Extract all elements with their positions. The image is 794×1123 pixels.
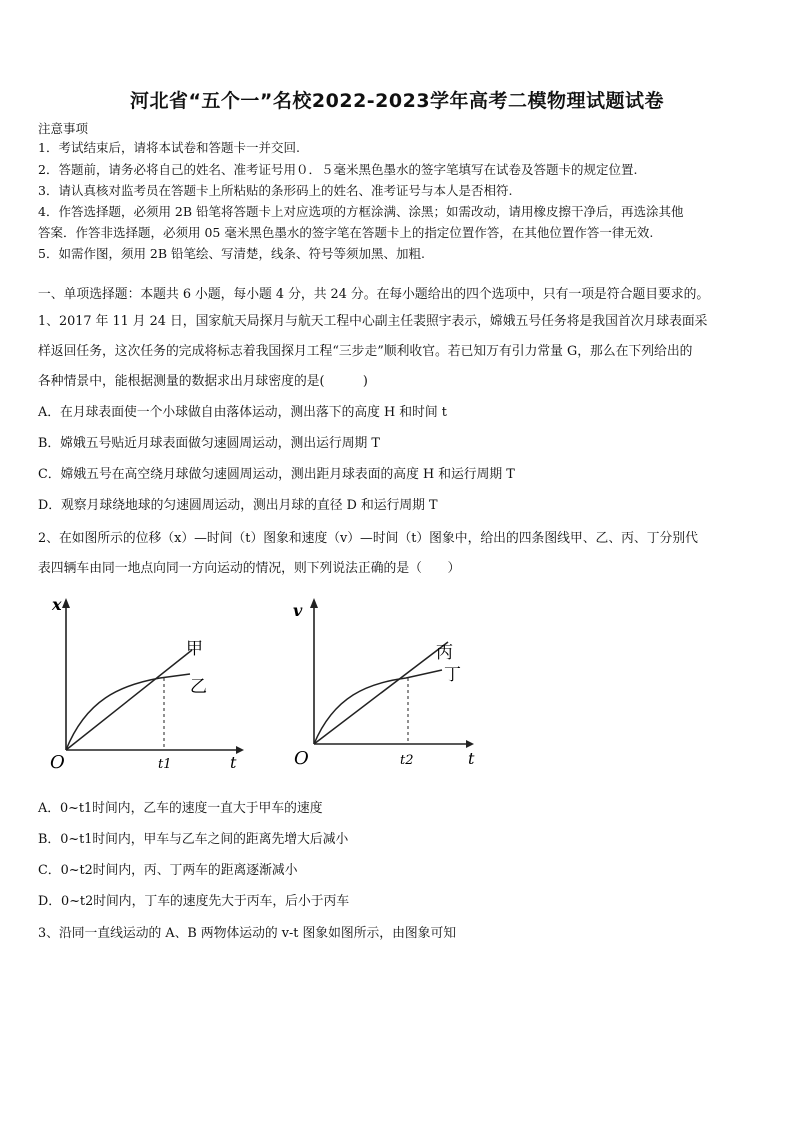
question-1-text: 样返回任务，这次任务的完成将标志着我国探月工程“三步走”顺利收官。若已知万有引力常量 G，那么在下列给出的: [38, 344, 693, 359]
question-1-option-c[interactable]: C．嫦娥五号在高空绕月球做匀速圆周运动，测出距月球表面的高度 H 和运行周期 T: [38, 467, 515, 482]
notice-item: 4．作答选择题，必须用 2B 铅笔将答题卡上对应选项的方框涂满、涂黑；如需改动，请用橡皮擦干净后，再选涂其他: [38, 204, 684, 219]
v-axis-arrow: [310, 598, 318, 608]
x-t-graph: [40, 592, 250, 777]
question-1-text: 1、2017 年 11 月 24 日，国家航天局探月与航天工程中心副主任裴照宇表示，嫦娥五号任务将是我国首次月球表面采: [38, 314, 708, 329]
t-axis-label: t: [468, 749, 475, 768]
v-axis-label: v: [293, 601, 303, 620]
origin-label: O: [50, 752, 65, 773]
t-axis-arrow: [236, 746, 244, 754]
notice-item: 5．如需作图，须用 2B 铅笔绘、写清楚，线条、符号等须加黑、加粗.: [38, 246, 426, 261]
t2-label: t2: [400, 753, 414, 768]
question-3-text: 3、沿同一直线运动的 A、B 两物体运动的 v-t 图象如图所示，由图象可知: [38, 926, 457, 941]
curve-ding: [314, 670, 442, 744]
t-axis-label: t: [230, 753, 237, 772]
t1-label: t1: [158, 757, 172, 772]
question-1-option-d[interactable]: D．观察月球绕地球的匀速圆周运动，测出月球的直径 D 和运行周期 T: [38, 498, 438, 513]
curve-yi: [66, 674, 190, 750]
t-axis-arrow: [466, 740, 474, 748]
curve-bing-label: 丙: [436, 643, 453, 663]
question-2-text: 2、在如图所示的位移（x）—时间（t）图象和速度（v）—时间（t）图象中，给出的四条图线甲、乙、丙、丁分别代: [38, 531, 698, 546]
curve-yi-label: 乙: [190, 677, 207, 697]
question-2-text: 表四辆车由同一地点向同一方向运动的情况，则下列说法正确的是（ ）: [38, 561, 461, 576]
notice-heading: 注意事项: [38, 121, 89, 136]
notice-item: 3．请认真核对监考员在答题卡上所粘贴的条形码上的姓名、准考证号与本人是否相符.: [38, 183, 513, 198]
question-1-text: 各种情景中，能根据测量的数据求出月球密度的是( ): [38, 374, 368, 389]
question-1-option-b[interactable]: B．嫦娥五号贴近月球表面做匀速圆周运动，测出运行周期 T: [38, 436, 380, 451]
origin-label: O: [294, 748, 309, 769]
x-axis-arrow: [62, 598, 70, 608]
curve-jia-label: 甲: [186, 639, 203, 659]
question-2-option-a[interactable]: A．0~t1时间内，乙车的速度一直大于甲车的速度: [38, 801, 323, 816]
question-2-option-b[interactable]: B．0~t1时间内，甲车与乙车之间的距离先增大后减小: [38, 832, 349, 847]
curve-ding-label: 丁: [444, 665, 461, 685]
notice-item: 答案．作答非选择题，必须用 05 毫米黑色墨水的签字笔在答题卡上的指定位置作答，在其他位置作答一律无效.: [38, 225, 654, 240]
notice-item: 2．答题前，请务必将自己的姓名、准考证号用０．５毫米黑色墨水的签字笔填写在试卷及答题卡的规定位置.: [38, 162, 638, 177]
x-axis-label: x: [52, 595, 62, 614]
notice-item: 1．考试结束后，请将本试卷和答题卡一并交回.: [38, 140, 300, 155]
question-2-option-d[interactable]: D．0~t2时间内，丁车的速度先大于丙车，后小于丙车: [38, 894, 350, 909]
curve-jia: [66, 650, 192, 750]
v-t-graph: [280, 592, 490, 777]
question-2-option-c[interactable]: C．0~t2时间内，丙、丁两车的距离逐渐减小: [38, 863, 298, 878]
question-1-option-a[interactable]: A．在月球表面使一个小球做自由落体运动，测出落下的高度 H 和时间 t: [38, 405, 447, 420]
page-title: 河北省“五个一”名校2022-2023学年高考二模物理试题试卷: [129, 90, 665, 112]
curve-bing: [314, 642, 448, 744]
section-heading: 一、单项选择题：本题共 6 小题，每小题 4 分，共 24 分。在每小题给出的四个选项中，只有一项是符合题目要求的。: [38, 287, 710, 302]
